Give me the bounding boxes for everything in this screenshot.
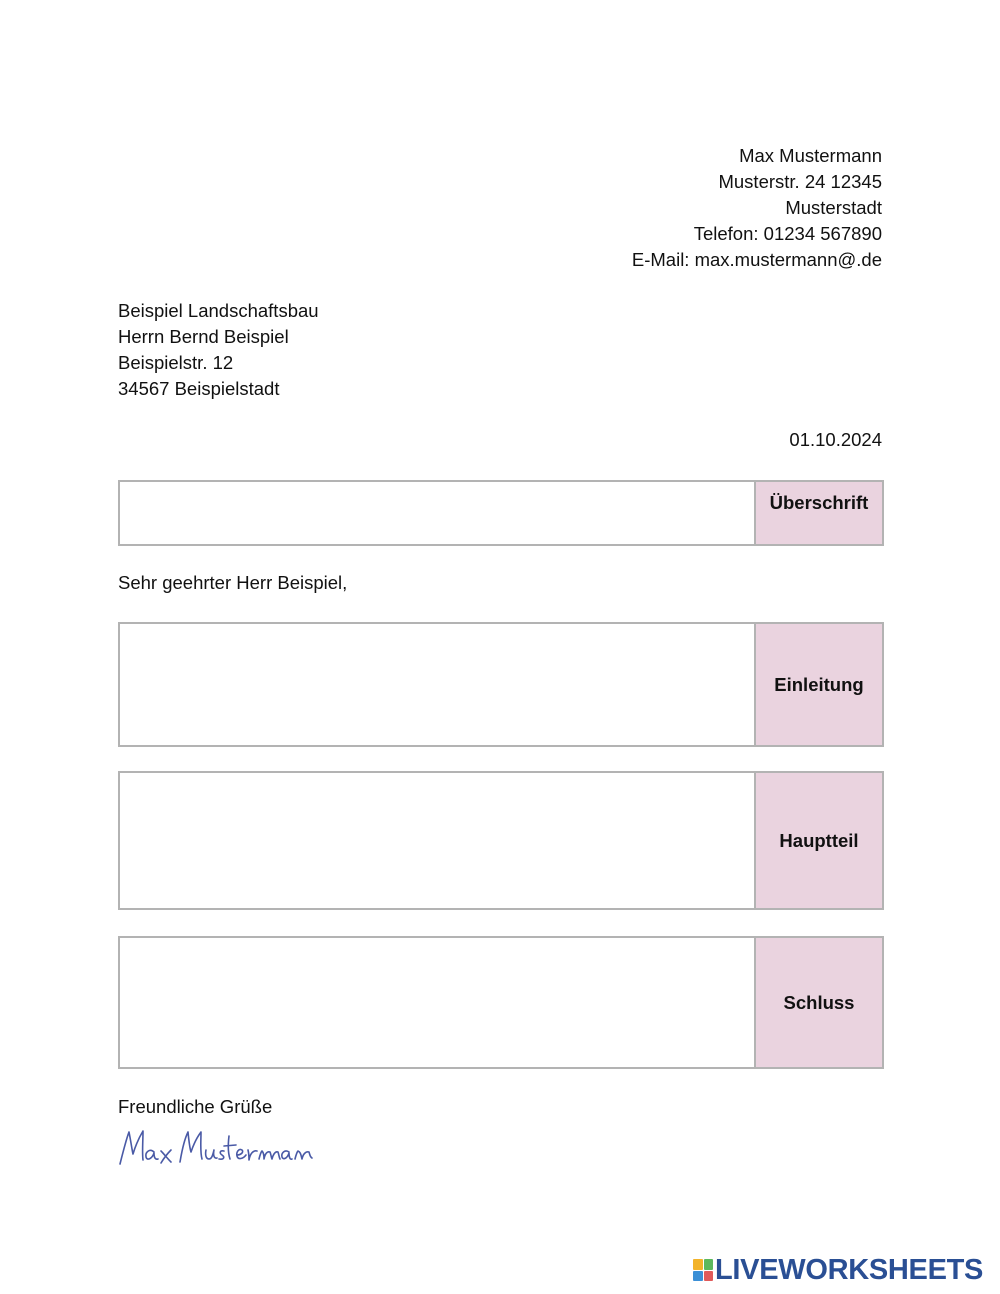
recipient-company: Beispiel Landschaftsbau [118,300,319,321]
liveworksheets-logo [693,1255,983,1285]
einleitung-answer-box[interactable] [118,622,756,747]
handwritten-signature [116,1122,316,1170]
sender-phone: Telefon: 01234 567890 [693,223,882,244]
salutation: Sehr geehrter Herr Beispiel, [118,572,348,593]
sender-address [632,143,882,273]
recipient-street: Beispielstr. 12 [118,352,234,373]
section-row-einleitung [118,622,884,747]
section-row-hauptteil [118,771,884,910]
section-row-ueberschrift [118,480,884,546]
recipient-person: Herrn Bernd Beispiel [118,326,289,347]
liveworksheets-logo-icon [693,1259,713,1281]
ueberschrift-label: Überschrift [756,480,884,546]
schluss-answer-box[interactable] [118,936,756,1069]
sender-city: Musterstadt [785,197,882,218]
sender-email: E-Mail: max.mustermann@.de [631,249,882,270]
letter-date: 01.10.2024 [789,429,882,450]
recipient-address [118,298,319,402]
sender-name: Max Mustermann [739,145,882,166]
einleitung-label: Einleitung [756,622,884,747]
recipient-city: 34567 Beispielstadt [118,378,280,399]
section-row-schluss [118,936,884,1069]
schluss-label: Schluss [756,936,884,1069]
closing: Freundliche Grüße [118,1096,273,1117]
liveworksheets-logo-text: LIVEWORKSHEETS [715,1254,984,1286]
hauptteil-answer-box[interactable] [118,771,756,910]
hauptteil-label: Hauptteil [756,771,884,910]
ueberschrift-answer-box[interactable] [118,480,756,546]
sender-street: Musterstr. 24 12345 [718,171,882,192]
